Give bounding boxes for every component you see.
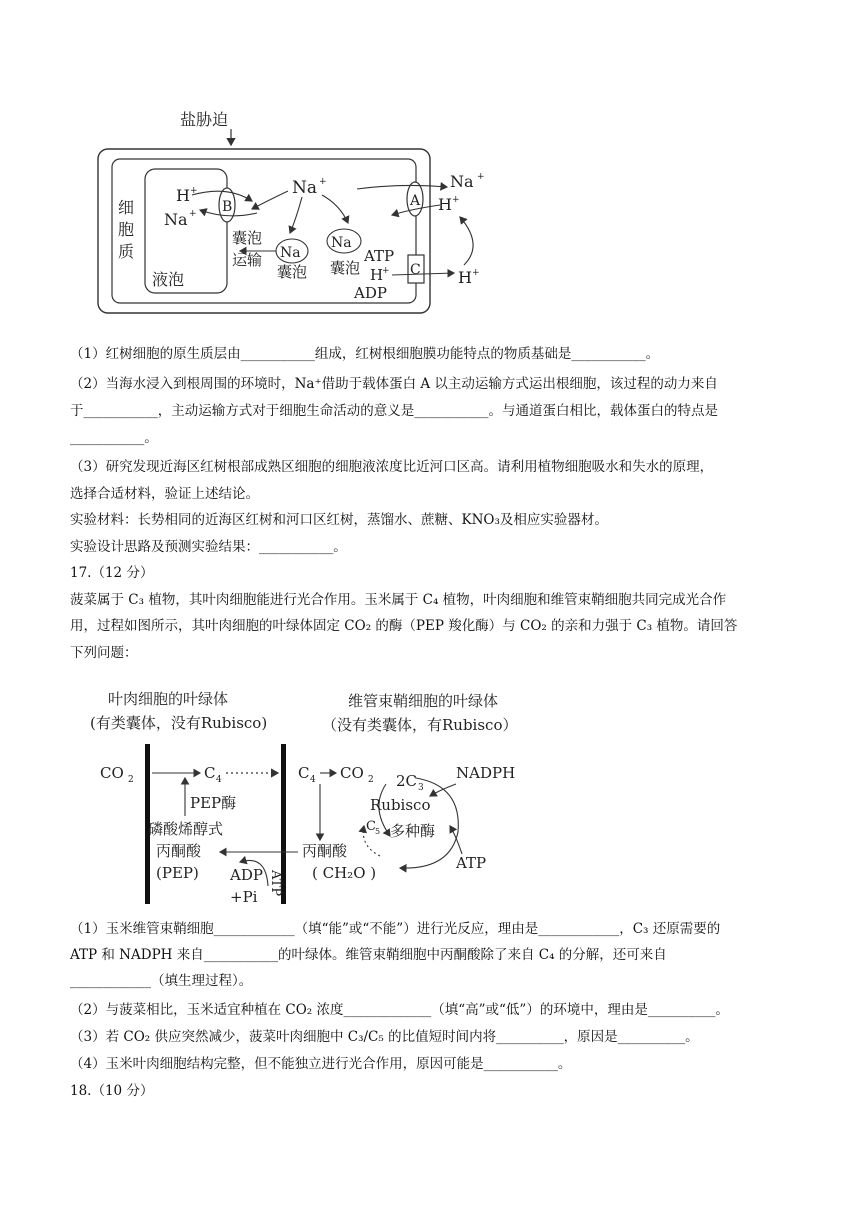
q17-intro-line3: 下列问题： [70,645,138,661]
pep-name-line1: 磷酸烯醇式 [148,820,224,838]
q16-part2-line1: （2）当海水浸入到根周围的环境时，Na⁺借助于载体蛋白 A 以主动运输方式运出根细胞，该过程的动力来自 [70,376,718,392]
na-ion-vacuole: Na [164,210,188,229]
q17-part2: （2）与菠菜相比，玉米适宜种植在 CO₂ 浓度_____________（填“高”或“低”）的环境中，理由是__________。 [70,1002,729,1018]
pep-label: (PEP) [156,864,199,882]
co2-left: CO [100,764,124,782]
nadph-label: NADPH [456,764,516,782]
h-charge-exported: + [472,268,480,278]
svg-text:4: 4 [216,775,222,785]
vesicle-na-2-label: Na [331,235,352,251]
h-ion-pump: H [370,266,384,284]
protein-a-label: A [410,193,421,209]
atp-label: ATP [364,247,395,265]
q17-part1-line1: （1）玉米维管束鞘细胞____________（填“能”或“不能”）进行光反应，理由是____________，C₃ 还原需要的 [70,921,721,937]
vesicle-label-1: 囊泡 [277,263,308,281]
q16-part2-line3: ___________。 [70,430,158,446]
na-charge-1: + [189,209,197,219]
pep-enzyme-label: PEP酶 [190,794,237,812]
q16-part3-line1: （3）研究发现近海区红树根部成熟区细胞的细胞液浓度比近河口区高。请利用植物细胞吸水和失水的原理， [70,459,714,475]
svg-text:4: 4 [310,775,316,785]
q17-part1-line2: ATP 和 NADPH 来自___________的叶绿体。维管束鞘细胞中丙酮酸除了来自 C₄ 的分解，还可来自 [70,947,667,963]
h-charge-1: + [190,186,198,196]
svg-text:3: 3 [418,783,424,793]
na-charge-out: + [477,172,485,182]
svg-text:2: 2 [368,775,374,785]
c5-label: C [366,819,376,834]
h-charge-pump: + [382,266,390,276]
salt-stress-diagram [92,105,512,315]
svg-text:5: 5 [375,827,381,836]
h-charge-out: + [452,195,460,205]
h-ion-vacuole: H [176,186,190,205]
cytoplasm-char-3: 质 [118,242,135,261]
vesicle-transport-2: 运输 [232,251,263,269]
q17-part3: （3）若 CO₂ 供应突然减少，菠菜叶肉细胞中 C₃/C₅ 的比值短时间内将__________，原因是__________。 [70,1029,699,1045]
atp-label-2: ATP [456,854,487,872]
vacuole-label: 液泡 [152,270,185,289]
co2-right: CO [340,764,364,782]
mesophyll-subtitle: (有类囊体，没有Rubisco) [90,714,268,732]
c4-pathway-diagram [90,686,560,908]
vesicle-label-2: 囊泡 [330,259,361,277]
salt-stress-label: 盐胁迫 [180,110,229,129]
adp-label: ADP [354,284,387,302]
pi-label: +Pi [230,888,258,906]
rubisco-label: Rubisco [370,796,431,814]
q17-part4: （4）玉米叶肉细胞结构完整，但不能独立进行光合作用，原因可能是___________。 [70,1056,572,1072]
h-ion-exported: H [458,268,472,287]
protein-b-label: B [222,199,233,215]
atp-rotated: ATP [268,870,283,897]
mesophyll-title: 叶肉细胞的叶绿体 [108,690,229,708]
q16-part3-line2: 选择合适材料，验证上述结论。 [70,486,259,502]
cytoplasm-char-2: 胞 [118,220,135,239]
vesicle-na-1-label: Na [280,245,301,261]
cytoplasm-char-1: 细 [118,198,135,217]
bundle-sheath-subtitle: （没有类囊体，有Rubisco） [322,716,518,734]
h-ion-outside: H [438,195,452,214]
na-charge-center: + [319,177,327,187]
q16-part2-line2: 于___________，主动运输方式对于细胞生命活动的意义是___________。与通道蛋白相比，载体蛋白的特点是 [70,403,718,419]
q16-materials: 实验材料：长势相同的近海区红树和河口区红树，蒸馏水、蔗糖、KNO₃及相应实验器材。 [70,512,608,528]
na-ion-center: Na [292,178,318,198]
q17-intro-line1: 菠菜属于 C₃ 植物，其叶肉细胞能进行光合作用。玉米属于 C₄ 植物，叶肉细胞和维管束鞘细胞共同完成光合作 [70,592,727,608]
vesicle-transport-1: 囊泡 [232,229,263,247]
q17-header: 17.（12 分） [70,565,154,581]
enzymes-label: 多种酶 [390,822,436,840]
q18-header: 18.（10 分） [70,1083,154,1099]
protein-c-label: C [410,262,421,278]
c4-left: C [204,764,216,782]
q17-intro-line2: 用，过程如图所示，其叶肉细胞的叶绿体固定 CO₂ 的酶（PEP 羧化酶）与 CO₂ 的亲和力强于 C₃ 植物。请回答 [70,618,738,634]
ch2o-label: ( CH₂O ) [312,864,377,882]
pyruvate-label: 丙酮酸 [302,842,348,860]
c4-right: C [298,764,310,782]
pep-name-line2: 丙酮酸 [156,842,202,860]
na-ion-outside: Na [450,172,474,191]
bundle-sheath-title: 维管束鞘细胞的叶绿体 [348,692,499,710]
adp-label-2: ADP [230,866,263,884]
svg-text:2: 2 [128,775,134,785]
q17-part1-line3: ____________（填生理过程）。 [70,973,253,989]
q16-part1: （1）红树细胞的原生质层由___________组成，红树根细胞膜功能特点的物质基础是___________。 [70,346,660,362]
c3-label: 2C [396,772,418,790]
q16-design: 实验设计思路及预测实验结果：___________。 [70,539,347,555]
